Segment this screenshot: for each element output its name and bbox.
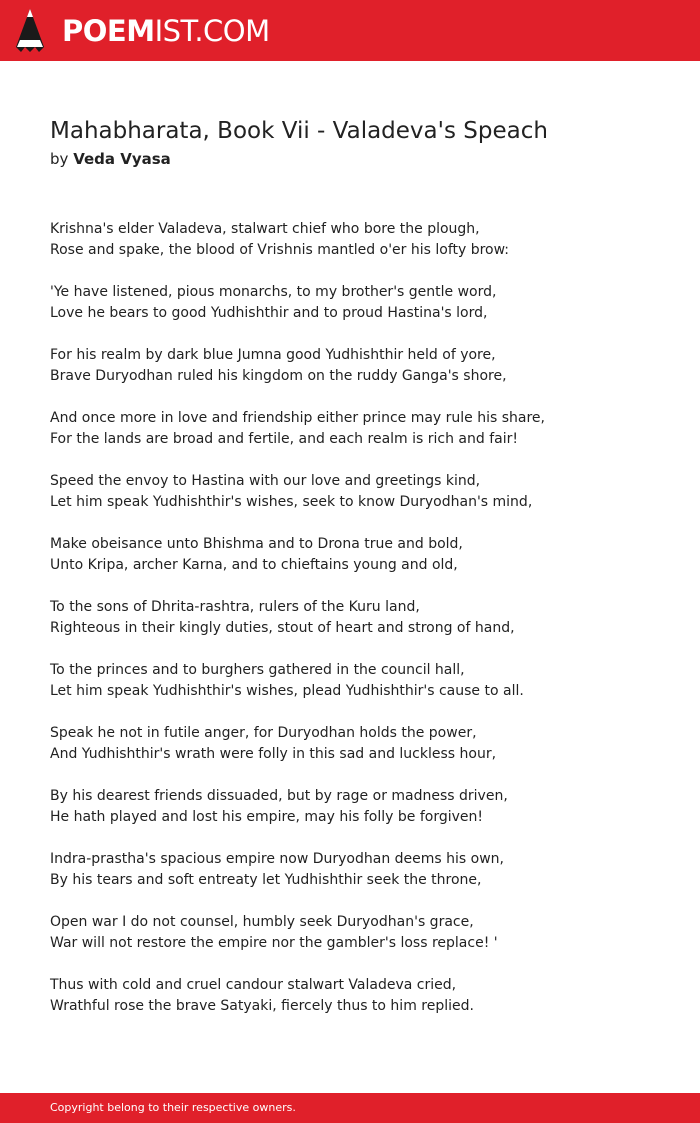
poem-line: Love he bears to good Yudhishthir and to proud Hastina's lord, [50, 305, 488, 321]
poem-line: Thus with cold and cruel candour stalwart Valadeva cried, [50, 977, 457, 993]
stanza [50, 597, 670, 639]
by-label: by [50, 150, 69, 168]
stanza [50, 912, 670, 954]
logo-text-bold: POEM [62, 14, 155, 48]
stanza [50, 786, 670, 828]
poem-line: Unto Kripa, archer Karna, and to chieftains young and old, [50, 557, 458, 573]
poem-line: Krishna's elder Valadeva, stalwart chief who bore the plough, [50, 221, 480, 237]
poem-line: Indra-prastha's spacious empire now Duryodhan deems his own, [50, 851, 504, 867]
poem-body [50, 219, 670, 1038]
stanza [50, 975, 670, 1017]
poem-line: Open war I do not counsel, humbly seek Duryodhan's grace, [50, 914, 474, 930]
stanza [50, 849, 670, 891]
poem-line: Speak he not in futile anger, for Duryodhan holds the power, [50, 725, 477, 741]
poem-line: By his tears and soft entreaty let Yudhishthir seek the throne, [50, 872, 482, 888]
stanza [50, 345, 670, 387]
stanza [50, 219, 670, 261]
poem-line: For his realm by dark blue Jumna good Yudhishthir held of yore, [50, 347, 496, 363]
poem-line: Righteous in their kingly duties, stout of heart and strong of hand, [50, 620, 515, 636]
poem-line: Wrathful rose the brave Satyaki, fiercely thus to him replied. [50, 998, 474, 1014]
stanza [50, 660, 670, 702]
poem-line: To the princes and to burghers gathered in the council hall, [50, 662, 465, 678]
poem-line: To the sons of Dhrita-rashtra, rulers of the Kuru land, [50, 599, 420, 615]
site-footer [0, 1093, 700, 1123]
byline [50, 149, 171, 169]
author-name[interactable]: Veda Vyasa [73, 150, 171, 168]
stanza [50, 471, 670, 513]
poem-line: Speed the envoy to Hastina with our love and greetings kind, [50, 473, 481, 489]
poem-title: Mahabharata, Book Vii - Valadeva's Speach [50, 118, 548, 144]
stanza [50, 282, 670, 324]
poem-line: For the lands are broad and fertile, and each realm is rich and fair! [50, 431, 518, 447]
poem-line: By his dearest friends dissuaded, but by rage or madness driven, [50, 788, 508, 804]
poem-line: Let him speak Yudhishthir's wishes, plead Yudhishthir's cause to all. [50, 683, 524, 699]
poem-line: War will not restore the empire nor the gambler's loss replace! ' [50, 935, 498, 951]
poem-line: He hath played and lost his empire, may his folly be forgiven! [50, 809, 484, 825]
copyright-notice: Copyright belong to their respective owners. [50, 1101, 296, 1114]
poem-line: 'Ye have listened, pious monarchs, to my brother's gentle word, [50, 284, 497, 300]
pencil-tip-icon[interactable] [16, 9, 44, 52]
poem-line: And Yudhishthir's wrath were folly in this sad and luckless hour, [50, 746, 497, 762]
poem-line: Rose and spake, the blood of Vrishnis mantled o'er his lofty brow: [50, 242, 510, 258]
site-header [0, 0, 700, 61]
stanza [50, 723, 670, 765]
poem-line: Let him speak Yudhishthir's wishes, seek to know Duryodhan's mind, [50, 494, 533, 510]
stanza [50, 534, 670, 576]
poem-line: Make obeisance unto Bhishma and to Drona true and bold, [50, 536, 463, 552]
logo-text-light: IST.COM [154, 14, 270, 48]
stanza [50, 408, 670, 450]
poem-line: Brave Duryodhan ruled his kingdom on the ruddy Ganga's shore, [50, 368, 507, 384]
site-logo[interactable] [62, 13, 270, 49]
poem-line: And once more in love and friendship either prince may rule his share, [50, 410, 545, 426]
